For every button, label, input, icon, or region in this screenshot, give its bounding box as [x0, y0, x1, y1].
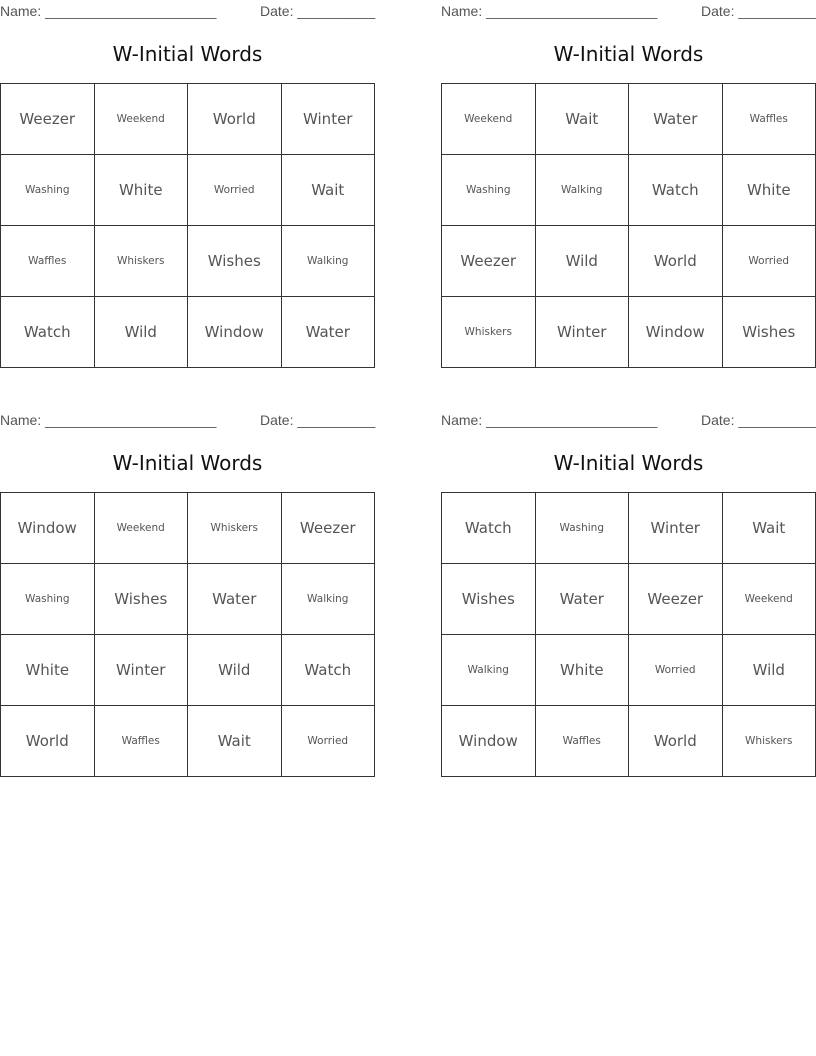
word-grid: [441, 83, 816, 368]
grid-cell: Watch: [1, 297, 95, 368]
grid-cell: Wild: [722, 635, 816, 706]
date-label: Date: __________: [260, 412, 376, 428]
grid-cell: Winter: [94, 635, 188, 706]
grid-cell: Winter: [535, 297, 629, 368]
grid-cell: Weezer: [1, 84, 95, 155]
grid-cell: Walking: [442, 635, 536, 706]
grid-cell: White: [1, 635, 95, 706]
grid-cell: Winter: [629, 493, 723, 564]
grid-cell: Water: [188, 564, 282, 635]
grid-row: [1, 84, 375, 155]
grid-cell: Wait: [535, 84, 629, 155]
card-title: W-Initial Words: [553, 451, 704, 475]
grid-cell: Washing: [1, 155, 95, 226]
grid-cell: World: [1, 706, 95, 777]
grid-cell: Washing: [1, 564, 95, 635]
grid-cell: Whiskers: [94, 226, 188, 297]
grid-cell: Watch: [281, 635, 375, 706]
grid-cell: Window: [442, 706, 536, 777]
card-title: W-Initial Words: [553, 42, 704, 66]
grid-cell: Weekend: [722, 564, 816, 635]
grid-cell: Walking: [281, 564, 375, 635]
card-title: W-Initial Words: [112, 42, 263, 66]
grid-row: [1, 564, 375, 635]
grid-cell: Weezer: [629, 564, 723, 635]
grid-row: [442, 635, 816, 706]
card-header: [441, 409, 816, 429]
grid-cell: Worried: [722, 226, 816, 297]
grid-cell: Walking: [535, 155, 629, 226]
grid-row: [1, 155, 375, 226]
grid-cell: Wait: [188, 706, 282, 777]
grid-cell: Wait: [722, 493, 816, 564]
grid-cell: Wait: [281, 155, 375, 226]
grid-row: [442, 84, 816, 155]
grid-cell: Water: [281, 297, 375, 368]
grid-cell: Weezer: [281, 493, 375, 564]
grid-cell: Window: [1, 493, 95, 564]
grid-cell: Watch: [442, 493, 536, 564]
grid-cell: Whiskers: [442, 297, 536, 368]
grid-row: [442, 226, 816, 297]
word-grid: [0, 492, 375, 777]
name-label: Name: ______________________: [441, 412, 658, 428]
grid-cell: Window: [629, 297, 723, 368]
card-header: [0, 409, 375, 429]
grid-cell: Weekend: [94, 84, 188, 155]
date-label: Date: __________: [701, 3, 816, 19]
grid-row: [442, 155, 816, 226]
grid-cell: World: [188, 84, 282, 155]
grid-cell: Wishes: [188, 226, 282, 297]
grid-cell: Walking: [281, 226, 375, 297]
grid-row: [442, 493, 816, 564]
grid-cell: Wild: [535, 226, 629, 297]
grid-cell: Washing: [442, 155, 536, 226]
grid-cell: Whiskers: [722, 706, 816, 777]
grid-cell: Weekend: [94, 493, 188, 564]
grid-cell: Waffles: [1, 226, 95, 297]
grid-cell: Waffles: [535, 706, 629, 777]
grid-cell: Waffles: [722, 84, 816, 155]
date-label: Date: __________: [260, 3, 376, 19]
grid-row: [442, 564, 816, 635]
grid-cell: Worried: [281, 706, 375, 777]
grid-cell: Weezer: [442, 226, 536, 297]
grid-cell: Watch: [629, 155, 723, 226]
name-label: Name: ______________________: [441, 3, 658, 19]
grid-row: [1, 493, 375, 564]
card-title: W-Initial Words: [112, 451, 263, 475]
card-header: [441, 0, 816, 20]
grid-cell: Waffles: [94, 706, 188, 777]
grid-row: [1, 297, 375, 368]
grid-cell: White: [94, 155, 188, 226]
grid-cell: Washing: [535, 493, 629, 564]
grid-cell: Winter: [281, 84, 375, 155]
name-label: Name: ______________________: [0, 3, 217, 19]
grid-cell: Worried: [629, 635, 723, 706]
grid-row: [1, 706, 375, 777]
grid-cell: Wishes: [442, 564, 536, 635]
grid-cell: White: [535, 635, 629, 706]
card-header: [0, 0, 375, 20]
grid-row: [442, 706, 816, 777]
grid-cell: Wishes: [722, 297, 816, 368]
grid-cell: World: [629, 226, 723, 297]
grid-cell: Worried: [188, 155, 282, 226]
name-label: Name: ______________________: [0, 412, 217, 428]
grid-cell: Whiskers: [188, 493, 282, 564]
word-grid: [441, 492, 816, 777]
date-label: Date: __________: [701, 412, 816, 428]
grid-cell: Window: [188, 297, 282, 368]
grid-row: [442, 297, 816, 368]
word-grid: [0, 83, 375, 368]
grid-cell: World: [629, 706, 723, 777]
grid-cell: Weekend: [442, 84, 536, 155]
grid-row: [1, 226, 375, 297]
grid-cell: White: [722, 155, 816, 226]
grid-cell: Wild: [94, 297, 188, 368]
grid-cell: Wild: [188, 635, 282, 706]
grid-row: [1, 635, 375, 706]
grid-cell: Water: [535, 564, 629, 635]
grid-cell: Water: [629, 84, 723, 155]
grid-cell: Wishes: [94, 564, 188, 635]
